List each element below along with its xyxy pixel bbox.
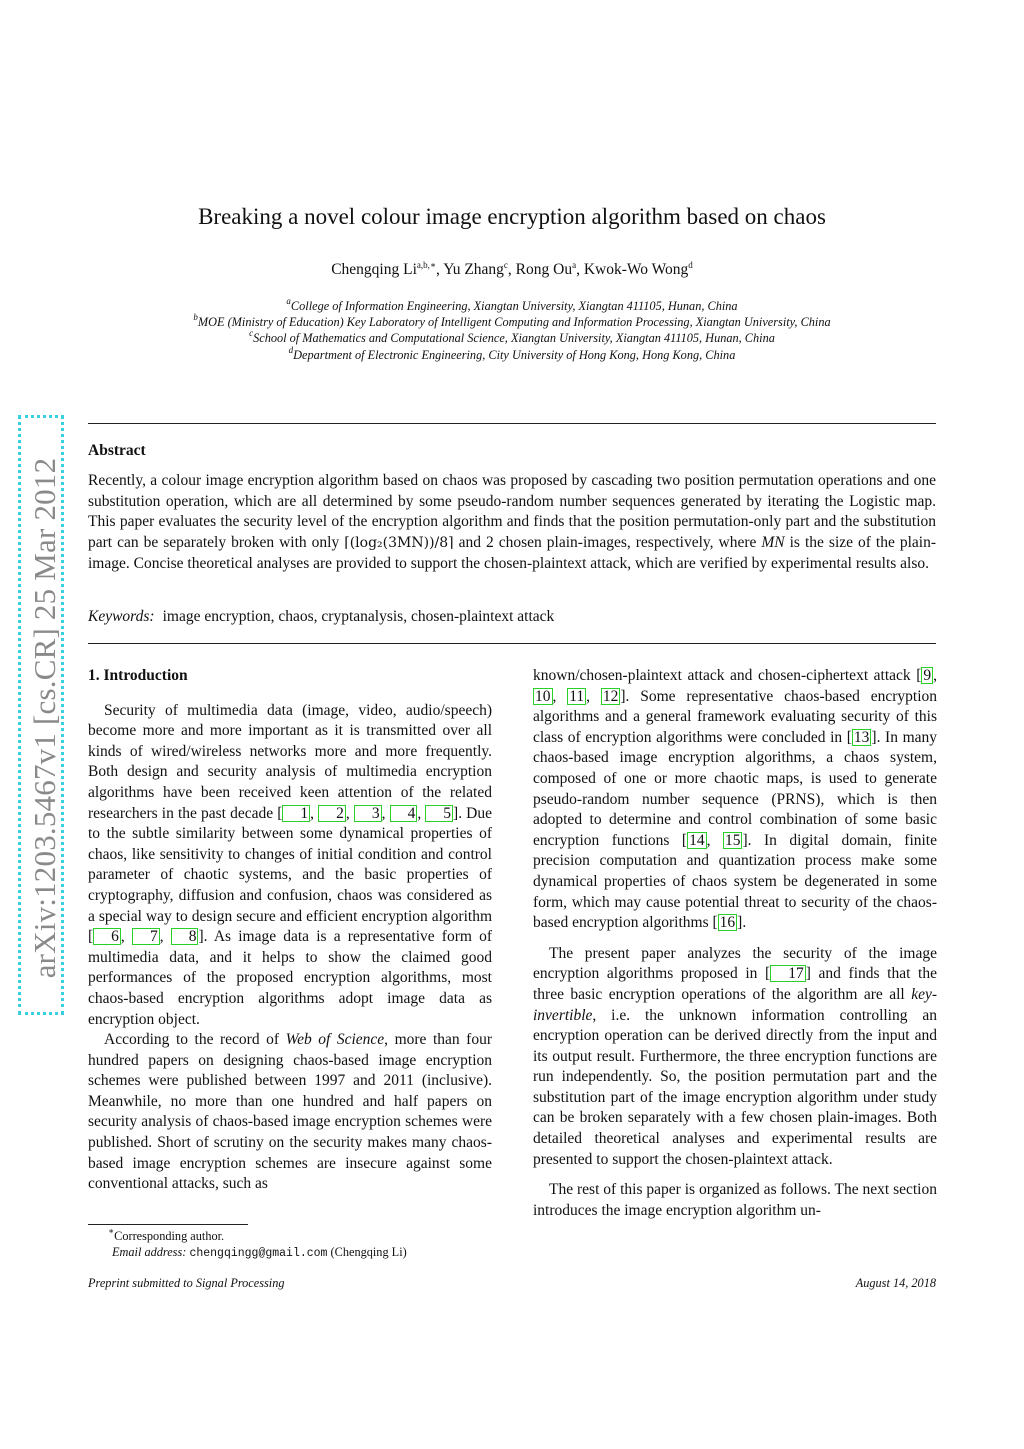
paragraph: known/chosen-plaintext attack and chosen-ciphertext attack [ 9 , 10 , 11 , 12 ]. Some representative chaos-based encryption algorithms and a general framework evaluating security of this class of encryption algorithms were concluded in [ 13 ]. In many chaos-based image encryption algorithms, a chaos system, composed of one or more chaotic maps, is used to generate pseudo-random number sequence (PRNS), which is then adopted to determine and control combination of some basic encryption functions [ 14 , 15 ]. In digital domain, finite precision computation and quantization process make some dynamical properties of chaos system be degenerated in some form, which may cause potential threat to security of the chaos-based encryption algorithms [ 16 ].: [533, 667, 938, 932]
citation-link[interactable]: 8: [171, 928, 199, 945]
affiliation: $^c$School of Mathematics and Computational Science, Xiangtan University, Xiangtan 411105, Hunan, China: [249, 328, 775, 346]
keywords-text: image encryption, chaos, cryptanalysis, chosen-plaintext attack: [162, 608, 555, 625]
citation-link[interactable]: 7: [132, 928, 160, 945]
citation-link[interactable]: 5: [425, 805, 453, 822]
footnote: ∗Corresponding author. Email address: chengqingg@gmail.com (Chengqing Li): [108, 1226, 407, 1260]
left-column: [88, 666, 492, 1195]
author-list: Chengqing $Li^{a,b,∗}$, Yu Zhang$^c$, Rong Ou$^a$, Kwok-Wo Wong$^d$: [331, 260, 693, 278]
preprint-note: Preprint submitted to Signal Processing: [88, 1276, 285, 1290]
affiliation: $^a$College of Information Engineering, Xiangtan University, Xiangtan 411105, Hunan, China: [286, 296, 738, 313]
citation-link[interactable]: 3: [354, 805, 382, 822]
author-name: Kwok-Wo Wong: [583, 261, 689, 278]
citation-link[interactable]: 1: [282, 805, 310, 822]
right-column: [533, 666, 937, 1221]
abstract-body: Recently, a colour image encryption algorithm based on chaos was proposed by cascading two position permutation operations and one substitution operation, which are all determined by some pseudo-random number sequences generated by iterating the Logistic map. This paper evaluates the security level of the encryption algorithm and finds that the position permutation-only part and the substitution part can be separately broken with only ⌈(log₂(3MN))/8⌉ and 2 chosen plain-images, respectively, where MN is the size of the plain-image. Concise theoretical analyses are provided to support the chosen-plaintext attack, which are verified by experimental results also.: [88, 472, 937, 572]
citation-link[interactable]: 11: [569, 687, 585, 705]
arxiv-id: arXiv:1203.5467v1 [cs.CR] 25 Mar 2012: [27, 457, 62, 979]
author-name: Yu Zhang: [443, 261, 504, 278]
paragraph: Security of multimedia data (image, video, audio/speech) become more and more important as it is transmitted over all kinds of wired/wireless networks more and more frequently. Both design and security analysis of multimedia encryption algorithms have been received keen attention of the related researchers in the past decade [ 1 , 2 , 3 , 4 , 5 ]. Due to the subtle similarity between some dynamical properties of chaos, like sensitivity to changes of initial condition and control parameter of chaotic systems, and the basic properties of cryptography, diffusion and confusion, chaos was considered as a special way to design secure and efficient encryption algorithm [ 6 , 7 , 8 ]. As image data is a representative form of multimedia data, and it helps to show the claimed good performances of the proposed encryption algorithms, most chaos-based encryption algorithms adopt image data as encryption object.: [88, 701, 493, 1028]
keywords-label: Keywords:: [88, 608, 155, 625]
citation-link[interactable]: 4: [390, 805, 418, 822]
abstract-bottom-rule: [88, 643, 936, 644]
citation-link[interactable]: 6: [93, 928, 121, 945]
abstract-heading: Abstract: [88, 442, 146, 459]
author-name: Chengqing Li: [331, 261, 417, 278]
citation-link[interactable]: 13: [853, 728, 870, 746]
citation-link[interactable]: 12: [602, 687, 619, 705]
abstract-top-rule: [88, 423, 936, 424]
email-link[interactable]: chengqingg@gmail.com: [189, 1247, 328, 1260]
footnote-rule: [88, 1224, 248, 1225]
paragraph: According to the record of Web of Science, more than four hundred papers on designing chaos-based image encryption schemes were published between 1997 and 2011 (inclusive). Meanwhile, no more than one hundred and half papers on security analysis of chaos-based image encryption schemes were published. Short of scrutiny on the security makes many chaos-based image encryption schemes are insecure against some conventional attacks, such as: [88, 1031, 493, 1193]
paragraph: The present paper analyzes the security of the image encryption algorithms proposed in [ 17 ] and finds that the three basic encryption operations of the algorithm are all key-invertible, i.e. the unknown information controlling an encryption operation can be derived directly from the input and its output result. Furthermore, the three encryption functions are run independently. So, the position permutation part and the substitution part of the image encryption algorithm under study can be broken separately with a few chosen plain-images. Both detailed theoretical analyses and experimental results are presented to support the chosen-plaintext attack.: [533, 944, 937, 1168]
citation-link[interactable]: 16: [719, 914, 736, 932]
citation-link[interactable]: 9: [923, 667, 932, 684]
keywords: [88, 608, 554, 626]
section-heading: 1. Introduction: [88, 667, 188, 684]
citation-link[interactable]: 2: [318, 805, 346, 822]
citation-link[interactable]: 17: [770, 965, 806, 982]
citation-link[interactable]: 15: [724, 831, 741, 849]
abstract-formula: ⌈(log₂(3MN))/8⌉: [344, 535, 454, 552]
author-name: Rong Ou: [515, 261, 573, 278]
paragraph: The rest of this paper is organized as follows. The next section introduces the image encryption algorithm un-: [533, 1181, 937, 1219]
citation-link[interactable]: 14: [689, 831, 705, 849]
arxiv-stamp: [18, 415, 64, 1015]
date: August 14, 2018: [855, 1276, 936, 1290]
affiliation: $^b$MOE (Ministry of Education) Key Laboratory of Intelligent Computing and Information Processing, Xiangtan University, China: [193, 312, 831, 330]
affiliations: [88, 298, 936, 363]
affiliation: $^d$Department of Electronic Engineering, City University of Hong Kong, Hong Kong, China: [288, 344, 736, 362]
paper-title: Breaking a novel colour image encryption algorithm based on chaos: [198, 204, 826, 229]
citation-link[interactable]: 10: [535, 687, 551, 705]
